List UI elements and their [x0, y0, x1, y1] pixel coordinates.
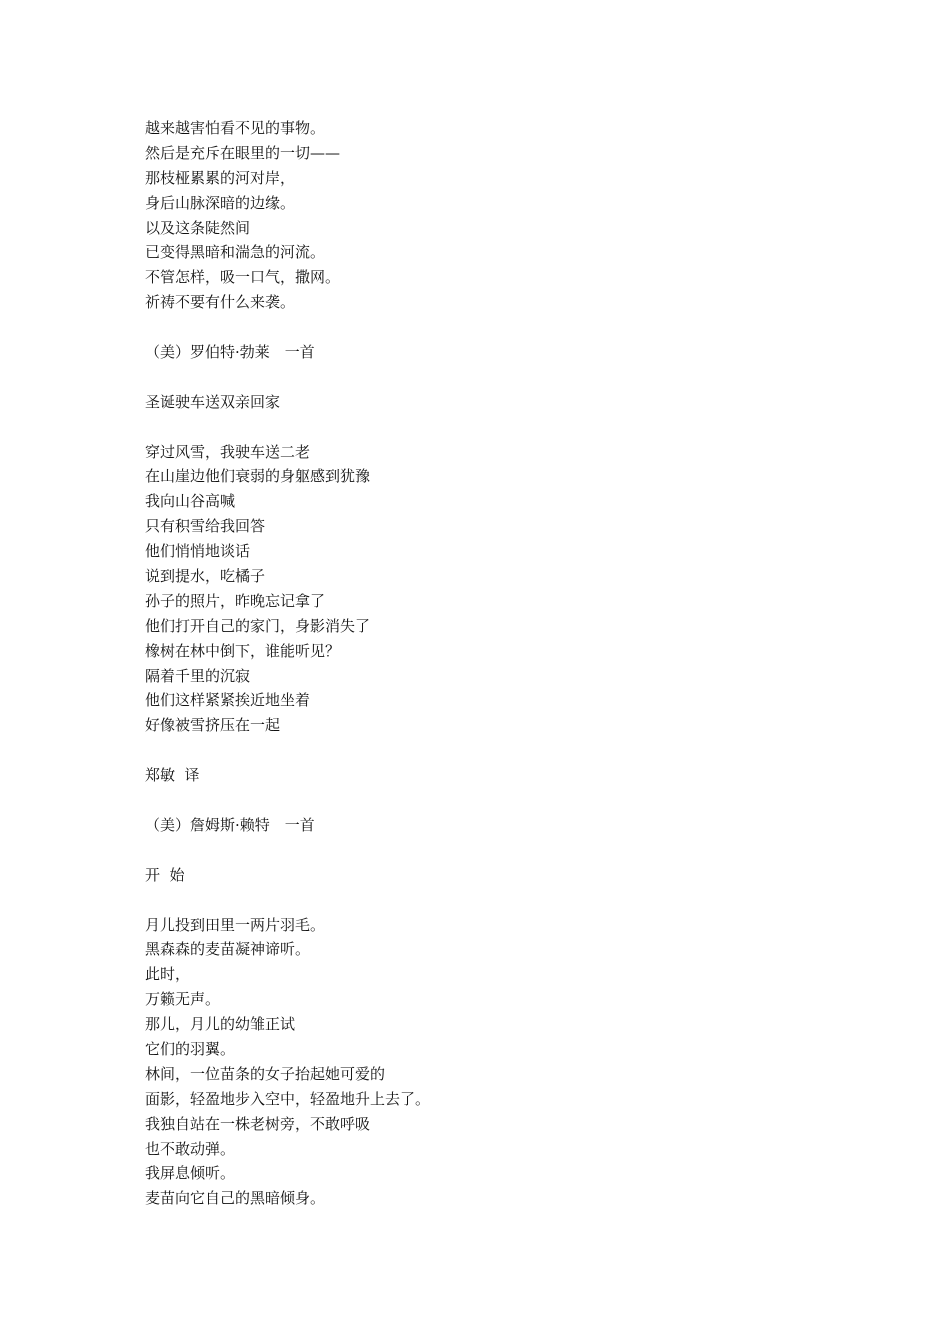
spacer — [145, 315, 845, 340]
poem-stanza-1 — [145, 116, 845, 315]
poem-line: 我向山谷高喊 — [145, 492, 236, 511]
poem-line: 不管怎样，吸一口气，撒网。 — [145, 268, 341, 287]
poem-line: 林间，一位苗条的女子抬起她可爱的 — [145, 1064, 386, 1083]
poem-stanza-3 — [145, 913, 845, 1212]
poem-line: 此时， — [145, 965, 191, 984]
poem-line: 那枝桠累累的河对岸， — [145, 168, 296, 187]
spacer — [145, 838, 845, 863]
spacer — [145, 415, 845, 440]
poem-line: 他们悄悄地谈话 — [145, 542, 251, 561]
poem-line: 在山崖边他们衰弱的身躯感到犹豫 — [145, 467, 371, 486]
poem-line: 然后是充斥在眼里的一切—— — [145, 143, 341, 162]
poem-line: 我独自站在一株老树旁，不敢呼吸 — [145, 1114, 371, 1133]
poem-line: 身后山脉深暗的边缘。 — [145, 193, 296, 212]
poem-title: 开 始 — [145, 865, 185, 884]
spacer — [145, 365, 845, 390]
poem-line: 已变得黑暗和湍急的河流。 — [145, 243, 326, 262]
poem-title: 圣诞驶车送双亲回家 — [145, 392, 281, 411]
poem-line: 他们打开自己的家门，身影消失了 — [145, 616, 371, 635]
poem-line: 也不敢动弹。 — [145, 1139, 236, 1158]
poem-line: 面影，轻盈地步入空中，轻盈地升上去了。 — [145, 1089, 431, 1108]
poem-stanza-2 — [145, 440, 845, 739]
poem-line: 穿过风雪，我驶车送二老 — [145, 442, 311, 461]
poem-line: 它们的羽翼。 — [145, 1039, 236, 1058]
poem-line: 只有积雪给我回答 — [145, 517, 266, 536]
spacer — [145, 738, 845, 763]
poem-line: 万籁无声。 — [145, 990, 221, 1009]
document-page — [145, 116, 845, 1211]
poem-line: 月儿投到田里一两片羽毛。 — [145, 915, 326, 934]
poem-line: 越来越害怕看不见的事物。 — [145, 119, 326, 137]
poem-line: 橡树在林中倒下，谁能听见？ — [145, 641, 341, 660]
poem-line: 祈祷不要有什么来袭。 — [145, 293, 296, 312]
poem-line: 孙子的照片，昨晚忘记拿了 — [145, 591, 326, 610]
spacer — [145, 788, 845, 813]
poem-line: 好像被雪挤压在一起 — [145, 716, 281, 735]
translator-credit: 郑敏 译 — [145, 766, 200, 785]
author-credit: （美）罗伯特·勃莱 一首 — [145, 343, 315, 362]
poem-line: 隔着千里的沉寂 — [145, 666, 251, 685]
poem-line: 以及这条陡然间 — [145, 218, 251, 237]
poem-line: 那儿，月儿的幼雏正试 — [145, 1015, 296, 1034]
poem-line: 麦苗向它自己的黑暗倾身。 — [145, 1189, 326, 1208]
author-credit: （美）詹姆斯·赖特 一首 — [145, 815, 315, 834]
poem-line: 我屏息倾听。 — [145, 1164, 236, 1183]
poem-line: 他们这样紧紧挨近地坐着 — [145, 691, 311, 710]
poem-line: 说到提水，吃橘子 — [145, 567, 266, 586]
spacer — [145, 888, 845, 913]
poem-line: 黑森森的麦苗凝神谛听。 — [145, 940, 311, 959]
